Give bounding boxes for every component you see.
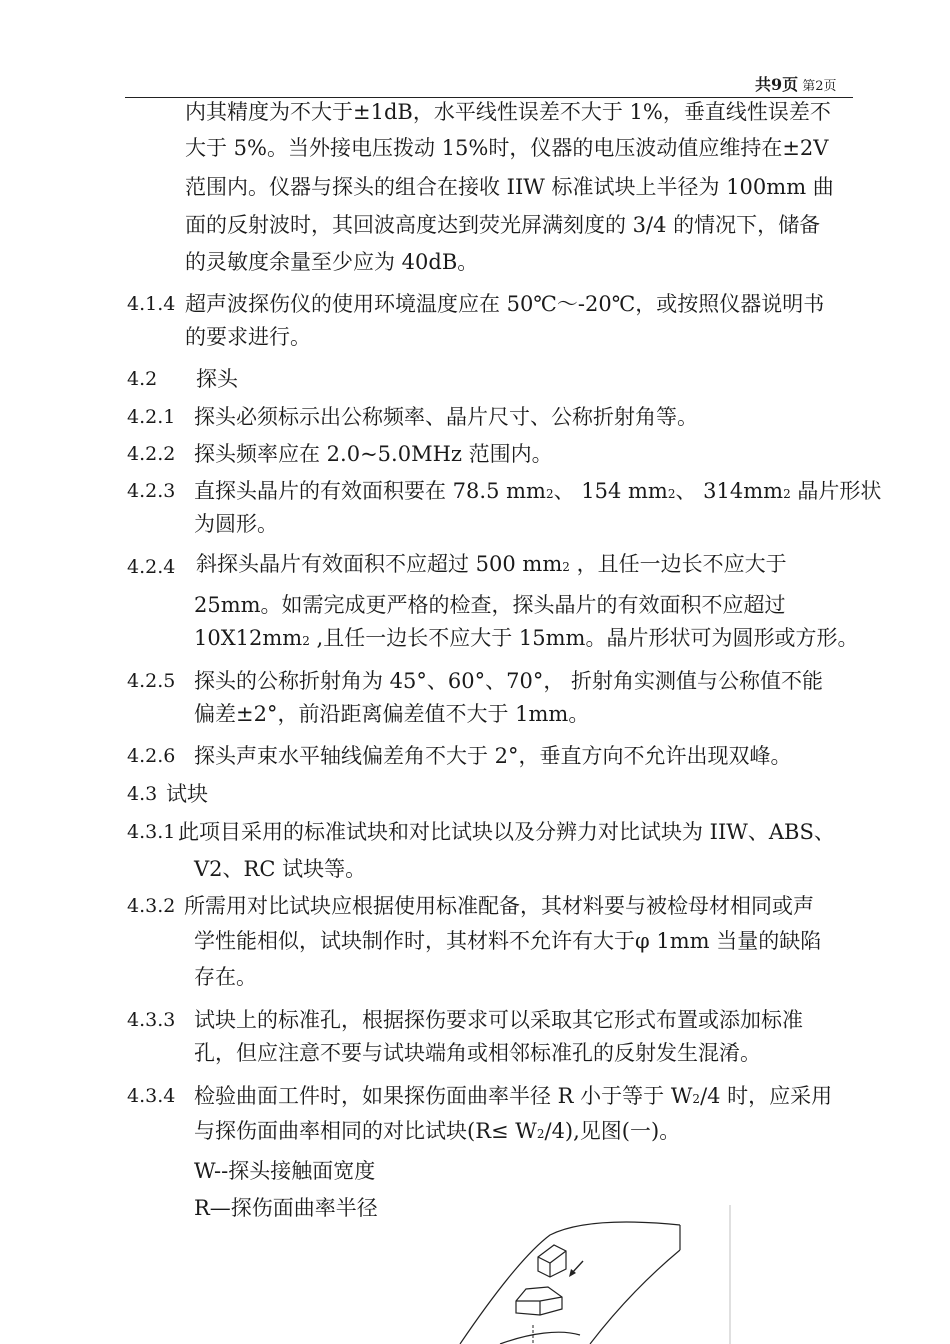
s414-line-1: 超声波探伤仪的使用环境温度应在 50℃～-20℃，或按照仪器说明书 xyxy=(185,292,825,316)
s424-text-a: 斜探头晶片有效面积不应超过 500 mm xyxy=(196,552,563,576)
subscript: 2 xyxy=(545,487,554,501)
cont-line-5: 的灵敏度余量至少应为 40dB。 xyxy=(185,250,479,274)
section-number: 4.1.4 xyxy=(127,293,176,315)
section-number: 4.3.3 xyxy=(127,1009,176,1031)
section-number: 4.2 xyxy=(127,368,158,390)
probe-upper-icon xyxy=(538,1245,566,1277)
s434-text-d: /4),见图(一)。 xyxy=(544,1119,681,1143)
subscript: 2 xyxy=(562,560,570,574)
s414-line-2: 的要求进行。 xyxy=(185,325,311,349)
s432-line-1: 所需用对比试块应根据使用标准配备，其材料要与被检母材相同或声 xyxy=(184,894,814,918)
subscript: 2 xyxy=(536,1127,545,1141)
cont-line-3: 范围内。仪器与探头的组合在接收 IIW 标准试块上半径为 100mm 曲 xyxy=(185,175,834,199)
s424-text-b: ，且任一边长不应大于 xyxy=(569,552,787,576)
s421-text: 探头必须标示出公称频率、晶片尺寸、公称折射角等。 xyxy=(194,405,698,429)
s424-line-2: 25mm。如需完成更严格的检查，探头晶片的有效面积不应超过 xyxy=(194,593,786,617)
workpiece-right-curve xyxy=(590,1250,680,1344)
s424-text-d: ,且任一边长不应大于 15mm。晶片形状可为圆形或方形。 xyxy=(309,626,859,650)
curved-surface-probe-figure xyxy=(440,1195,760,1344)
cont-line-1: 内其精度为不大于±1dB，水平线性误差不大于 1%，垂直线性误差不 xyxy=(185,100,831,124)
s431-line-2: V2、RC 试块等。 xyxy=(194,857,367,881)
section-number: 4.3.4 xyxy=(127,1085,176,1107)
s423-text-a: 直探头晶片的有效面积要在 78.5 mm xyxy=(194,479,546,503)
section-title: 探头 xyxy=(196,367,238,391)
s425-line-1: 探头的公称折射角为 45°、60°、70°， 折射角实测值与公称值不能 xyxy=(194,669,824,693)
s433-line-1: 试块上的标准孔，根据探伤要求可以采取其它形式布置或添加标准 xyxy=(194,1008,803,1032)
s423-text-b: 、 154 mm xyxy=(553,479,668,503)
section-number: 4.2.2 xyxy=(127,443,176,465)
s423-text-c: 、 314mm xyxy=(675,479,784,503)
section-number: 4.2.5 xyxy=(127,670,176,692)
s431-line-1: 此项目采用的标准试块和对比试块以及分辨力对比试块为 IIW、ABS、 xyxy=(178,820,835,844)
section-number: 4.3 xyxy=(127,783,158,805)
subscript: 2 xyxy=(783,487,791,501)
section-number: 4.2.6 xyxy=(127,745,176,767)
page-header xyxy=(755,72,837,95)
s424-line-3 xyxy=(194,623,858,656)
legend-w: W--探头接触面宽度 xyxy=(194,1159,376,1183)
s432-line-2: 学性能相似，试块制作时，其材料不允许有大于φ 1mm 当量的缺陷 xyxy=(194,929,822,953)
section-number: 4.2.3 xyxy=(127,480,176,502)
subscript: 2 xyxy=(667,487,676,501)
cont-line-2: 大于 5%。当外接电压拨动 15%时，仪器的电压波动值应维持在±2V xyxy=(185,136,829,160)
s434-line-2 xyxy=(194,1116,680,1149)
s432-line-3: 存在。 xyxy=(194,965,257,989)
section-title: 试块 xyxy=(166,782,208,806)
section-number: 4.3.1 xyxy=(127,821,176,843)
workpiece-left-curve xyxy=(460,1222,680,1344)
s434-text-c: 与探伤面曲率相同的对比试块(R≤ W xyxy=(194,1119,537,1143)
cont-line-4: 面的反射波时，其回波高度达到荧光屏满刻度的 3/4 的情况下，储备 xyxy=(185,213,821,237)
probe-lower-icon xyxy=(516,1287,562,1315)
section-number: 4.2.4 xyxy=(127,556,176,578)
subscript: 2 xyxy=(692,1092,701,1106)
section-number: 4.2.1 xyxy=(127,406,176,428)
legend-r: R—探伤面曲率半径 xyxy=(194,1196,378,1220)
s433-line-2: 孔，但应注意不要与试块端角或相邻标准孔的反射发生混淆。 xyxy=(194,1041,761,1065)
inner-arc xyxy=(500,1332,580,1344)
s423-text-d: 晶片形状 xyxy=(790,479,882,503)
current-page: 第2页 xyxy=(802,79,837,94)
section-number: 4.3.2 xyxy=(127,895,176,917)
s424-text-c: 10X12mm xyxy=(194,626,303,650)
s434-text-a: 检验曲面工件时，如果探伤面曲率半径 R 小于等于 W xyxy=(194,1084,693,1108)
s423-line-2: 为圆形。 xyxy=(194,512,278,536)
s422-text: 探头频率应在 2.0~5.0MHz 范围内。 xyxy=(194,442,553,466)
s424-line-1 xyxy=(196,549,787,582)
s425-line-2: 偏差±2°，前沿距离偏差值不大于 1mm。 xyxy=(194,702,590,726)
s434-line-1 xyxy=(194,1081,832,1114)
s426-text: 探头声束水平轴线偏差角不大于 2°，垂直方向不允许出现双峰。 xyxy=(194,744,792,768)
subscript: 2 xyxy=(302,634,310,648)
s434-text-b: /4 时，应采用 xyxy=(700,1084,833,1108)
total-pages: 共9页 xyxy=(755,75,799,94)
s423-line-1 xyxy=(194,476,881,509)
